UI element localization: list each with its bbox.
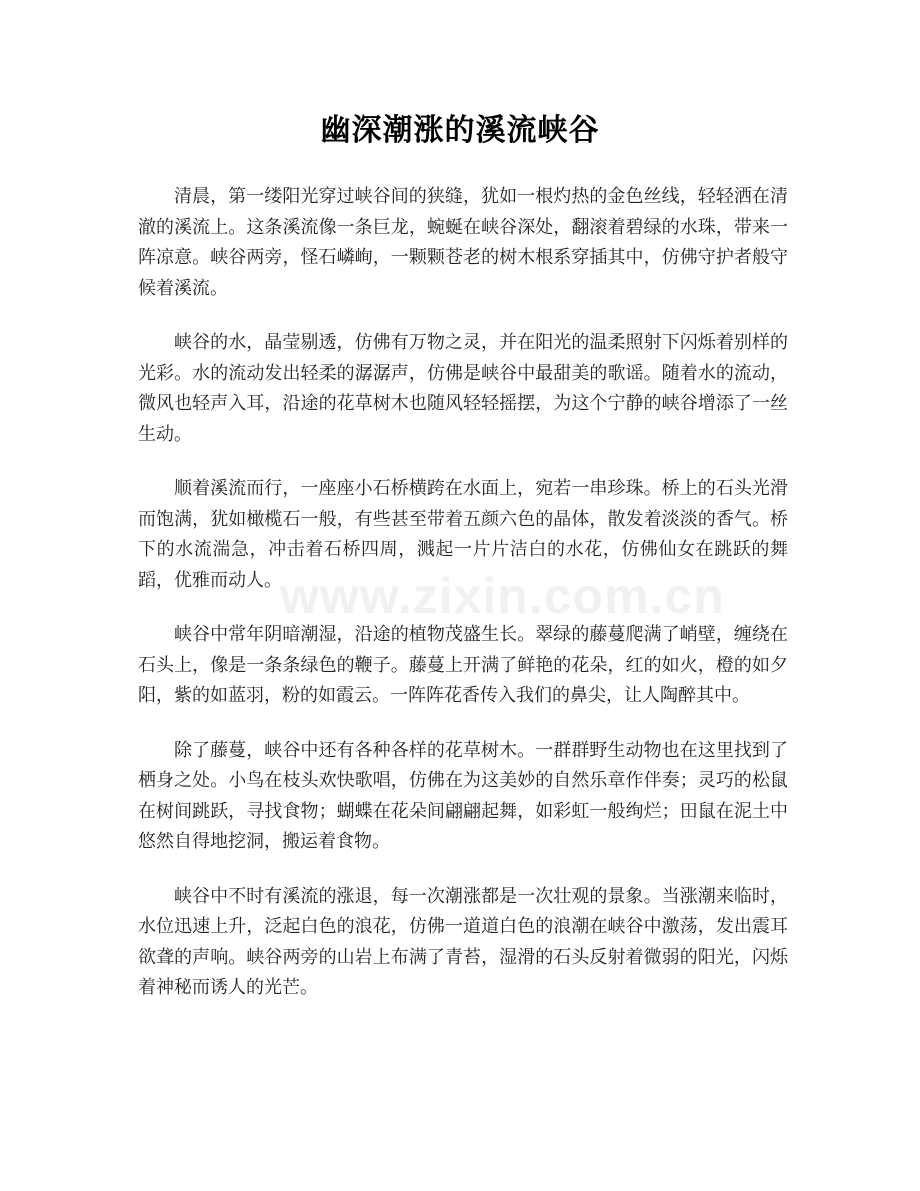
paragraph-1: 清晨，第一缕阳光穿过峡谷间的狭缝，犹如一根灼热的金色丝线，轻轻洒在清澈的溪流上。这条溪流像一条巨龙，蜿蜒在峡谷深处，翻滚着碧绿的水珠，带来一阵凉意。峡谷两旁，怪石嶙峋，一颗颗苍老的树木根系穿插其中，仿佛守护者般守候着溪流。 — [138, 186, 788, 299]
watermark: www.zixin.com.cn — [280, 568, 725, 624]
paragraph-4: 峡谷中常年阴暗潮湿，沿途的植物茂盛生长。翠绿的藤蔓爬满了峭壁，缠绕在石头上，像是一条条绿色的鞭子。藤蔓上开满了鲜艳的花朵，红的如火，橙的如夕阳，紫的如蓝羽，粉的如霞云。一阵阵花香传入我们的鼻尖，让人陶醉其中。 — [138, 624, 788, 706]
paragraph-6: 峡谷中不时有溪流的涨退，每一次潮涨都是一次壮观的景象。当涨潮来临时，水位迅速上升，泛起白色的浪花，仿佛一道道白色的浪潮在峡谷中激荡，发出震耳欲聋的声响。峡谷两旁的山岩上布满了青苔，湿滑的石头反射着微弱的阳光，闪烁着神秘而诱人的光芒。 — [138, 885, 788, 998]
paragraph-3: 顺着溪流而行，一座座小石桥横跨在水面上，宛若一串珍珠。桥上的石头光滑而饱满，犹如橄榄石一般，有些甚至带着五颜六色的晶体，散发着淡淡的香气。桥下的水流湍急，冲击着石桥四周，溅起一片片洁白的水花，仿佛仙女在跳跃的舞蹈，优雅而动人。 — [138, 478, 788, 591]
document-body — [138, 182, 788, 1028]
paragraph-2: 峡谷的水，晶莹剔透，仿佛有万物之灵，并在阳光的温柔照射下闪烁着别样的光彩。水的流动发出轻柔的潺潺声，仿佛是峡谷中最甜美的歌谣。随着水的流动，微风也轻声入耳，沿途的花草树木也随风轻轻摇摆，为这个宁静的峡谷增添了一丝生动。 — [138, 332, 788, 445]
paragraph-5: 除了藤蔓，峡谷中还有各种各样的花草树木。一群群野生动物也在这里找到了栖身之处。小鸟在枝头欢快歌唱，仿佛在为这美妙的自然乐章作伴奏；灵巧的松鼠在树间跳跃，寻找食物；蝴蝶在花朵间翩翩起舞，如彩虹一般绚烂；田鼠在泥土中悠然自得地挖洞，搬运着食物。 — [138, 739, 788, 852]
document-title: 幽深潮涨的溪流峡谷 — [320, 113, 600, 148]
